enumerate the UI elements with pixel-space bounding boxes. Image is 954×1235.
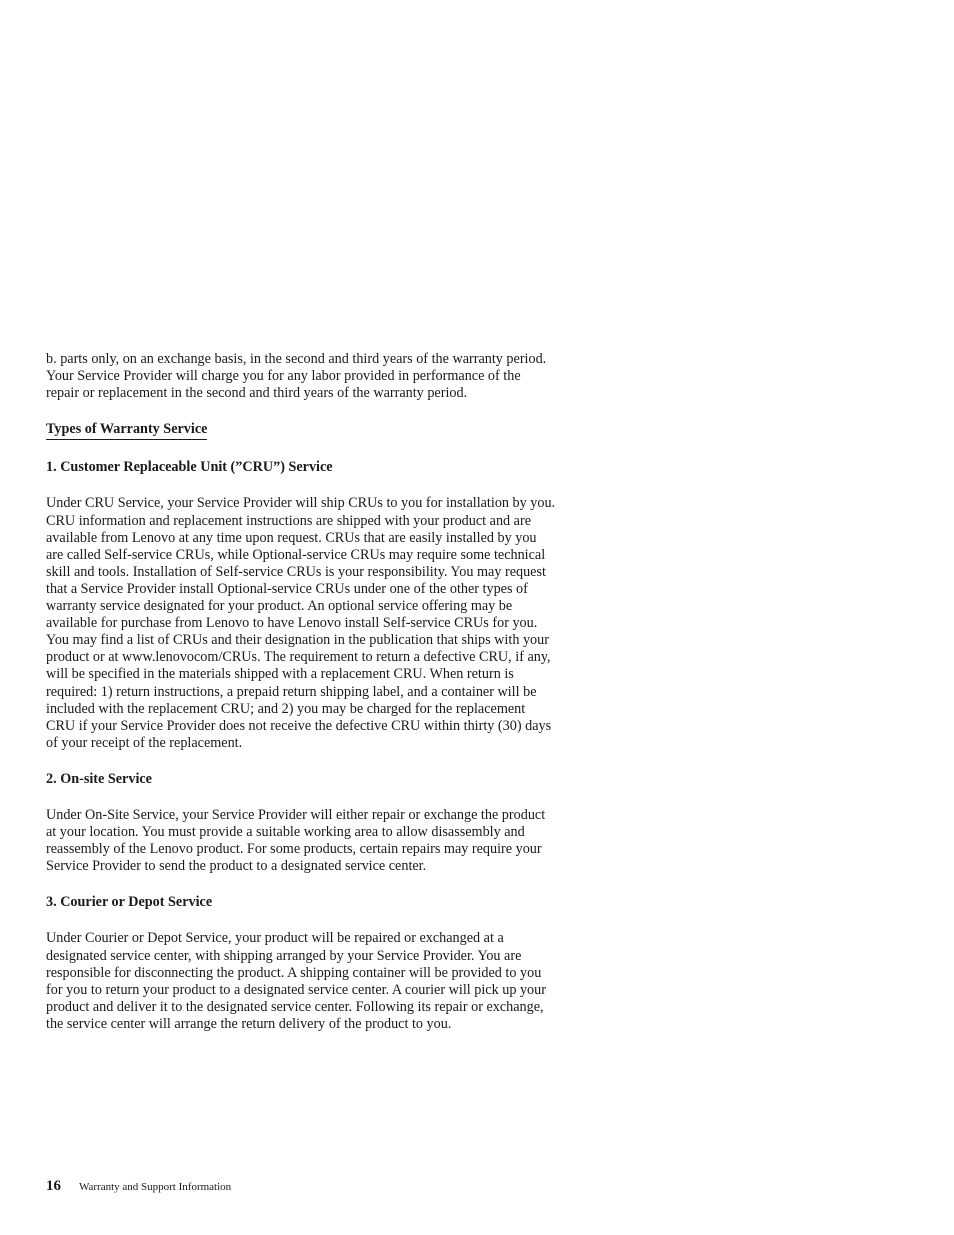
intro-paragraph: b. parts only, on an exchange basis, in the second and third years of the warranty period. Your Service Provider will charge you for any labor provided in performance of the repair or replacement in the second and third years of the warranty period. — [46, 351, 547, 402]
footer-document-title: Warranty and Support Information — [79, 1181, 232, 1193]
cru-service-paragraph: Under CRU Service, your Service Provider will ship CRUs to you for installation by you. CRU information and replacement instructions are shipped with your product and are available from Lenovo at any time upon request. CRUs that are easily installed by you are called Self-service CRUs, while Optional-service CRUs may require some technical skill and tools. Installation of Self-service CRUs is your responsibility. You may request that a Service Provider install Optional-service CRUs under one of the other types of warranty service designated for your product. An optional service offering may be available for purchase from Lenovo to have Lenovo install Self-service CRUs for you. You may find a list of CRUs and their designation in the publication that ships with your product or at www.lenovocom/CRUs. The requirement to return a defective CRU, if any, will be specified in the materials shipped with a replacement CRU. When return is required: 1) return instructions, a prepaid return shipping label, and a container will be included with the replacement CRU; and 2) you may be charged for the replacement CRU if your Service Provider does not receive the defective CRU within thirty (30) days of your receipt of the replacement. — [46, 495, 556, 751]
page-number: 16 — [46, 1178, 61, 1194]
cru-service-heading: 1. Customer Replaceable Unit (”CRU”) Service — [46, 459, 333, 476]
types-heading-text: Types of Warranty Service — [46, 421, 207, 440]
courier-depot-service-heading: 3. Courier or Depot Service — [46, 894, 213, 911]
on-site-service-paragraph: Under On-Site Service, your Service Provider will either repair or exchange the product at your location. You must provide a suitable working area to allow disassembly and reassembly of the Lenovo product. For some products, certain repairs may require your Service Provider to send the product to a designated service center. — [46, 806, 546, 875]
page-content — [46, 351, 556, 1052]
on-site-service-heading: 2. On-site Service — [46, 770, 152, 787]
courier-depot-service-paragraph: Under Courier or Depot Service, your product will be repaired or exchanged at a designated service center, with shipping arranged by your Service Provider. You are responsible for disconnecting the product. A shipping container will be provided to you for you to return your product to a designated service center. A courier will pick up your product and deliver it to the designated service center. Following its repair or exchange, the service center will arrange the return delivery of the product to you. — [46, 930, 546, 1032]
types-of-warranty-service-heading — [46, 421, 556, 440]
page-footer — [46, 1178, 231, 1195]
